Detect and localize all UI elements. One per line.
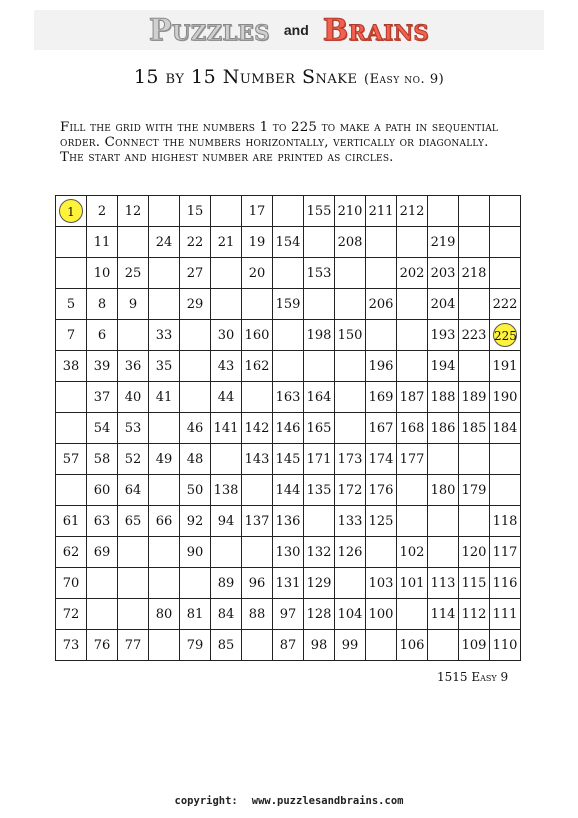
grid-cell[interactable] [149, 568, 180, 599]
grid-cell: 176 [366, 475, 397, 506]
grid-cell: 185 [459, 413, 490, 444]
grid-cell: 69 [87, 537, 118, 568]
instructions [60, 120, 560, 165]
grid-cell: 208 [335, 227, 366, 258]
grid-cell: 172 [335, 475, 366, 506]
grid-cell[interactable] [428, 506, 459, 537]
grid-cell: 193 [428, 320, 459, 351]
grid-cell: 219 [428, 227, 459, 258]
grid-cell: 187 [397, 382, 428, 413]
site-logo [34, 10, 544, 50]
grid-cell[interactable] [242, 382, 273, 413]
logo-word-puzzles: Puzzles [148, 12, 270, 48]
grid-cell[interactable] [211, 444, 242, 475]
grid-cell[interactable] [273, 258, 304, 289]
grid-cell[interactable] [304, 289, 335, 320]
grid-cell: 102 [397, 537, 428, 568]
grid-cell: 184 [490, 413, 521, 444]
grid-cell: 38 [56, 351, 87, 382]
grid-cell: 160 [242, 320, 273, 351]
grid-cell[interactable] [459, 351, 490, 382]
grid-row [56, 382, 521, 413]
grid-cell: 46 [180, 413, 211, 444]
grid-cell: 129 [304, 568, 335, 599]
grid-cell[interactable] [118, 227, 149, 258]
grid-cell[interactable] [397, 506, 428, 537]
puzzle-code: 1515 Easy 9 [437, 670, 509, 684]
grid-cell: 57 [56, 444, 87, 475]
grid-row [56, 258, 521, 289]
grid-cell: 29 [180, 289, 211, 320]
grid-cell: 92 [180, 506, 211, 537]
grid-cell[interactable] [273, 196, 304, 227]
grid-cell: 141 [211, 413, 242, 444]
title-subtitle: (Easy no. 9) [364, 72, 445, 87]
grid-cell[interactable] [118, 537, 149, 568]
grid-cell: 146 [273, 413, 304, 444]
grid-cell[interactable] [180, 351, 211, 382]
grid-cell: 198 [304, 320, 335, 351]
grid-cell[interactable] [366, 630, 397, 661]
instruction-line: The start and highest number are printed as circles. [60, 150, 394, 165]
grid-cell: 94 [211, 506, 242, 537]
grid-cell: 189 [459, 382, 490, 413]
grid-cell: 35 [149, 351, 180, 382]
grid-cell: 165 [304, 413, 335, 444]
grid-cell[interactable] [366, 537, 397, 568]
grid-cell[interactable] [211, 196, 242, 227]
grid-cell[interactable] [273, 320, 304, 351]
grid-cell: 101 [397, 568, 428, 599]
grid-cell: 41 [149, 382, 180, 413]
copyright-site: www.puzzlesandbrains.com [251, 795, 404, 807]
grid-cell: 133 [335, 506, 366, 537]
grid-cell[interactable] [490, 444, 521, 475]
grid-cell: 190 [490, 382, 521, 413]
grid-cell: 8 [87, 289, 118, 320]
grid-cell: 72 [56, 599, 87, 630]
grid-cell: 37 [87, 382, 118, 413]
grid-row [56, 351, 521, 382]
grid-cell: 20 [242, 258, 273, 289]
copyright-footer [0, 795, 578, 807]
grid-cell: 15 [180, 196, 211, 227]
grid-row [56, 537, 521, 568]
grid-cell: 204 [428, 289, 459, 320]
grid-cell: 63 [87, 506, 118, 537]
grid-cell: 186 [428, 413, 459, 444]
grid-cell[interactable] [56, 258, 87, 289]
grid-row [56, 196, 521, 227]
grid-cell[interactable] [149, 196, 180, 227]
grid-cell: 73 [56, 630, 87, 661]
grid-cell[interactable] [56, 227, 87, 258]
grid-cell: 113 [428, 568, 459, 599]
grid-cell: 25 [118, 258, 149, 289]
grid-cell[interactable] [56, 382, 87, 413]
grid-cell: 5 [56, 289, 87, 320]
grid-cell: 202 [397, 258, 428, 289]
grid-cell[interactable] [459, 506, 490, 537]
grid-cell [490, 320, 521, 351]
grid-cell: 58 [87, 444, 118, 475]
grid-cell: 84 [211, 599, 242, 630]
grid-cell: 65 [118, 506, 149, 537]
grid-cell: 79 [180, 630, 211, 661]
grid-cell: 103 [366, 568, 397, 599]
grid-cell[interactable] [397, 599, 428, 630]
grid-cell: 9 [118, 289, 149, 320]
grid-cell[interactable] [428, 444, 459, 475]
puzzle-grid [55, 195, 521, 661]
grid-cell[interactable] [397, 227, 428, 258]
grid-cell: 118 [490, 506, 521, 537]
grid-cell[interactable] [335, 351, 366, 382]
grid-cell[interactable] [366, 258, 397, 289]
grid-cell[interactable] [149, 413, 180, 444]
grid-cell: 137 [242, 506, 273, 537]
grid-cell[interactable] [335, 258, 366, 289]
grid-cell[interactable] [242, 289, 273, 320]
grid-cell[interactable] [242, 630, 273, 661]
grid-cell: 145 [273, 444, 304, 475]
grid-cell: 76 [87, 630, 118, 661]
grid-cell[interactable] [428, 630, 459, 661]
grid-cell[interactable] [242, 537, 273, 568]
grid-cell: 87 [273, 630, 304, 661]
grid-cell[interactable] [87, 568, 118, 599]
grid-cell: 89 [211, 568, 242, 599]
grid-cell[interactable] [149, 258, 180, 289]
grid-cell: 164 [304, 382, 335, 413]
grid-cell: 171 [304, 444, 335, 475]
grid-cell[interactable] [304, 227, 335, 258]
grid-cell: 27 [180, 258, 211, 289]
grid-cell: 163 [273, 382, 304, 413]
grid-cell[interactable] [180, 568, 211, 599]
grid-cell: 60 [87, 475, 118, 506]
grid-cell: 130 [273, 537, 304, 568]
grid-cell[interactable] [335, 382, 366, 413]
circled-number: 225 [493, 323, 517, 347]
grid-cell: 54 [87, 413, 118, 444]
grid-cell: 12 [118, 196, 149, 227]
grid-cell[interactable] [459, 444, 490, 475]
grid-cell[interactable] [490, 475, 521, 506]
grid-cell[interactable] [118, 568, 149, 599]
grid-cell: 81 [180, 599, 211, 630]
grid-cell[interactable] [211, 537, 242, 568]
grid-cell[interactable] [459, 227, 490, 258]
grid-row [56, 506, 521, 537]
grid-cell: 128 [304, 599, 335, 630]
grid-cell: 30 [211, 320, 242, 351]
grid-cell[interactable] [397, 475, 428, 506]
grid-cell[interactable] [459, 196, 490, 227]
grid-cell: 53 [118, 413, 149, 444]
grid-cell: 44 [211, 382, 242, 413]
grid-cell[interactable] [149, 537, 180, 568]
grid-cell[interactable] [273, 351, 304, 382]
grid-cell[interactable] [397, 351, 428, 382]
grid-cell: 177 [397, 444, 428, 475]
grid-cell[interactable] [335, 289, 366, 320]
grid-cell: 120 [459, 537, 490, 568]
grid-cell: 126 [335, 537, 366, 568]
grid-cell: 142 [242, 413, 273, 444]
grid-cell: 115 [459, 568, 490, 599]
grid-cell: 179 [459, 475, 490, 506]
grid-cell: 180 [428, 475, 459, 506]
grid-cell: 10 [87, 258, 118, 289]
grid-cell[interactable] [397, 320, 428, 351]
grid-cell: 194 [428, 351, 459, 382]
grid-cell: 131 [273, 568, 304, 599]
grid-cell: 11 [87, 227, 118, 258]
grid-cell: 22 [180, 227, 211, 258]
grid-row [56, 475, 521, 506]
grid-row [56, 568, 521, 599]
grid-cell[interactable] [211, 258, 242, 289]
grid-cell[interactable] [428, 196, 459, 227]
grid-row [56, 227, 521, 258]
grid-cell[interactable] [242, 475, 273, 506]
grid-cell: 104 [335, 599, 366, 630]
grid-cell: 7 [56, 320, 87, 351]
grid-cell[interactable] [211, 289, 242, 320]
grid-cell: 125 [366, 506, 397, 537]
grid-cell: 150 [335, 320, 366, 351]
grid-cell: 222 [490, 289, 521, 320]
grid-cell: 66 [149, 506, 180, 537]
grid-cell: 168 [397, 413, 428, 444]
grid-cell: 117 [490, 537, 521, 568]
grid-cell[interactable] [56, 413, 87, 444]
instruction-line: Fill the grid with the numbers 1 to 225 to make a path in sequential [60, 120, 499, 135]
grid-cell: 106 [397, 630, 428, 661]
grid-cell: 114 [428, 599, 459, 630]
grid-cell: 212 [397, 196, 428, 227]
grid-cell: 52 [118, 444, 149, 475]
grid-cell: 112 [459, 599, 490, 630]
grid-cell[interactable] [366, 227, 397, 258]
grid-cell[interactable] [366, 320, 397, 351]
grid-cell: 155 [304, 196, 335, 227]
grid-cell: 90 [180, 537, 211, 568]
grid-cell: 2 [87, 196, 118, 227]
grid-cell: 6 [87, 320, 118, 351]
grid-cell: 173 [335, 444, 366, 475]
grid-cell[interactable] [56, 475, 87, 506]
grid-cell[interactable] [335, 568, 366, 599]
grid-cell: 167 [366, 413, 397, 444]
grid-cell[interactable] [304, 351, 335, 382]
grid-row [56, 630, 521, 661]
grid-cell: 99 [335, 630, 366, 661]
grid-cell: 48 [180, 444, 211, 475]
grid-cell[interactable] [180, 382, 211, 413]
grid-cell: 109 [459, 630, 490, 661]
grid-cell: 138 [211, 475, 242, 506]
grid-cell[interactable] [149, 630, 180, 661]
grid-cell: 49 [149, 444, 180, 475]
circled-number: 1 [59, 199, 83, 223]
grid-cell: 40 [118, 382, 149, 413]
grid-cell: 143 [242, 444, 273, 475]
title-main: 15 by 15 Number Snake [133, 66, 358, 88]
grid-cell: 39 [87, 351, 118, 382]
grid-cell: 19 [242, 227, 273, 258]
grid-cell: 223 [459, 320, 490, 351]
grid-row [56, 599, 521, 630]
logo-word-brains: Brains [322, 12, 430, 48]
grid-cell: 211 [366, 196, 397, 227]
grid-cell: 218 [459, 258, 490, 289]
grid-cell: 85 [211, 630, 242, 661]
grid-cell: 191 [490, 351, 521, 382]
grid-cell: 135 [304, 475, 335, 506]
grid-cell: 97 [273, 599, 304, 630]
grid-cell: 132 [304, 537, 335, 568]
grid-cell: 70 [56, 568, 87, 599]
grid-cell: 64 [118, 475, 149, 506]
grid-row [56, 289, 521, 320]
copyright-label: copyright: [174, 795, 238, 807]
grid-cell[interactable] [118, 320, 149, 351]
grid-cell[interactable] [397, 289, 428, 320]
grid-cell[interactable] [490, 258, 521, 289]
grid-cell: 153 [304, 258, 335, 289]
grid-row [56, 320, 521, 351]
logo-word-and: and [283, 22, 309, 38]
grid-cell: 88 [242, 599, 273, 630]
grid-cell[interactable] [118, 599, 149, 630]
grid-cell: 33 [149, 320, 180, 351]
grid-cell: 100 [366, 599, 397, 630]
grid-cell[interactable] [149, 475, 180, 506]
grid-cell: 111 [490, 599, 521, 630]
grid-cell[interactable] [180, 320, 211, 351]
grid-cell: 144 [273, 475, 304, 506]
page-title [0, 66, 578, 88]
grid-cell: 162 [242, 351, 273, 382]
grid-cell: 196 [366, 351, 397, 382]
grid-cell: 110 [490, 630, 521, 661]
grid-cell: 98 [304, 630, 335, 661]
grid-row [56, 413, 521, 444]
grid-cell: 61 [56, 506, 87, 537]
grid-cell: 17 [242, 196, 273, 227]
grid-cell: 24 [149, 227, 180, 258]
grid-cell: 210 [335, 196, 366, 227]
grid-cell[interactable] [335, 413, 366, 444]
grid-cell: 154 [273, 227, 304, 258]
grid-cell: 80 [149, 599, 180, 630]
grid-cell: 169 [366, 382, 397, 413]
grid-cell[interactable] [149, 289, 180, 320]
grid-row [56, 444, 521, 475]
grid-cell: 50 [180, 475, 211, 506]
grid-cell: 203 [428, 258, 459, 289]
grid-cell[interactable] [428, 537, 459, 568]
grid-cell: 116 [490, 568, 521, 599]
grid-cell: 21 [211, 227, 242, 258]
grid-cell: 36 [118, 351, 149, 382]
grid-cell: 62 [56, 537, 87, 568]
grid-cell: 96 [242, 568, 273, 599]
grid-cell: 188 [428, 382, 459, 413]
grid-cell[interactable] [87, 599, 118, 630]
grid-cell: 206 [366, 289, 397, 320]
grid-cell: 43 [211, 351, 242, 382]
grid-cell: 159 [273, 289, 304, 320]
grid-cell[interactable] [490, 196, 521, 227]
grid-cell[interactable] [490, 227, 521, 258]
grid-cell[interactable] [304, 506, 335, 537]
grid-cell[interactable] [459, 289, 490, 320]
grid-cell: 77 [118, 630, 149, 661]
instruction-line: order. Connect the numbers horizontally, vertically or diagonally. [60, 135, 489, 150]
grid-cell: 136 [273, 506, 304, 537]
grid-cell [56, 196, 87, 227]
grid-cell: 174 [366, 444, 397, 475]
